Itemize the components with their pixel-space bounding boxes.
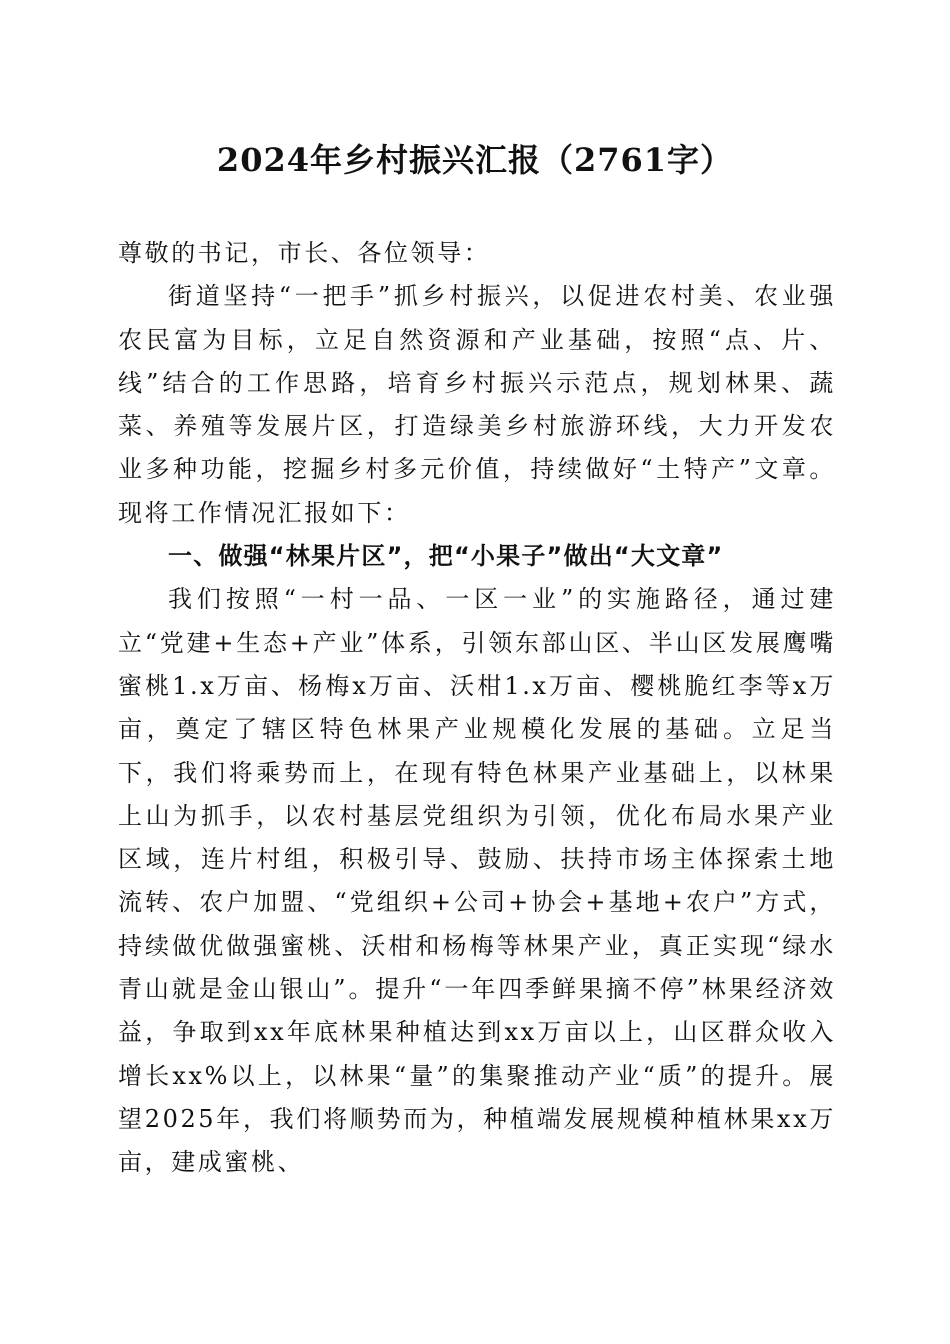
document-body (118, 232, 836, 1185)
salutation: 尊敬的书记，市长、各位领导： (118, 239, 491, 267)
section-heading-1: 一、做强“林果片区”，把“小果子”做出“大文章” (168, 542, 724, 571)
document-title: 2024年乡村振兴汇报（2761字） (216, 141, 734, 179)
section-paragraph-1: 我们按照“一村一品、一区一业”的实施路径，通过建立“党建+生态+产业”体系，引领东部山区、半山区发展鹰嘴蜜桃1.x万亩、杨梅x万亩、沃柑1.x万亩、樱桃脆红李等x万亩，奠定了辖区特色林果产业规模化发展的基础。立足当下，我们将乘势而上，在现有特色林果产业基础上，以林果上山为抓手，以农村基层党组织为引领，优化布局水果产业区域，连片村组，积极引导、鼓励、扶持市场主体探索土地流转、农户加盟、“党组织+公司+协会+基地+农户”方式，持续做优做强蜜桃、沃柑和杨梅等林果产业，真正实现“绿水青山就是金山银山”。提升“一年四季鲜果摘不停”林果经济效益，争取到xx年底林果种植达到xx万亩以上，山区群众收入增长xx%以上，以林果“量”的集聚推动产业“质”的提升。展望2025年，我们将顺势而为，种植端发展规模种植林果xx万亩，建成蜜桃、 (118, 585, 836, 1177)
intro-paragraph: 街道坚持“一把手”抓乡村振兴，以促进农村美、农业强农民富为目标，立足自然资源和产业基础，按照“点、片、线”结合的工作思路，培育乡村振兴示范点，规划林果、蔬菜、养殖等发展片区，打造绿美乡村旅游环线，大力开发农业多种功能，挖掘乡村多元价值，持续做好“土特产”文章。现将工作情况汇报如下： (118, 282, 836, 527)
